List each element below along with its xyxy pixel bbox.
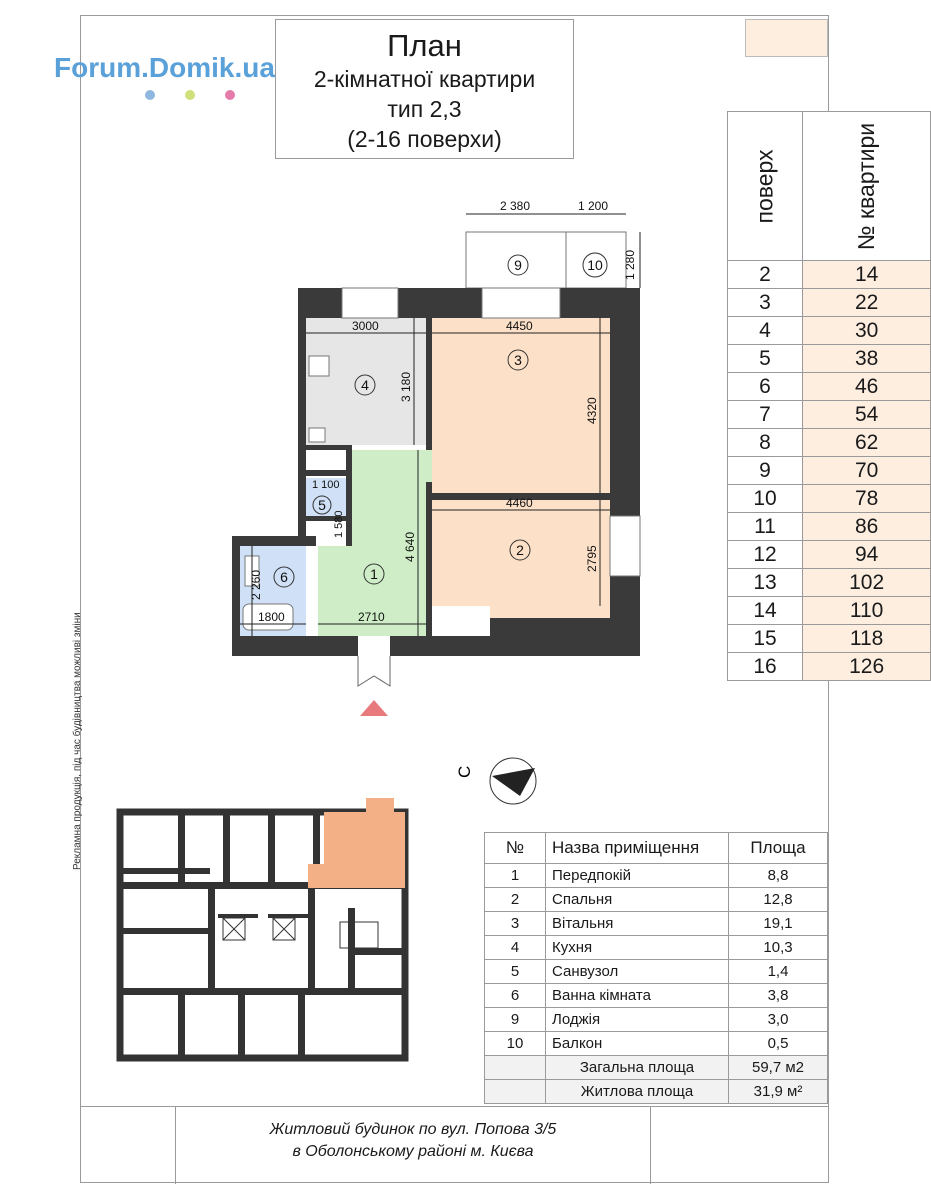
address-cell <box>175 1107 651 1184</box>
floor-number: 4 <box>728 317 803 345</box>
floor-number: 15 <box>728 625 803 653</box>
room-area: 12,8 <box>729 888 828 912</box>
room-label-3: 3 <box>514 352 522 368</box>
apartment-number: 110 <box>803 597 931 625</box>
floor-header: поверх <box>728 112 803 261</box>
table-row <box>485 888 828 912</box>
dim-living-depth: 4320 <box>585 397 599 424</box>
apartment-number: 118 <box>803 625 931 653</box>
floor-number: 8 <box>728 429 803 457</box>
room-label-1: 1 <box>370 566 378 582</box>
room-area-table <box>484 832 828 1104</box>
room-number: 9 <box>485 1008 546 1032</box>
table-row <box>485 984 828 1008</box>
total-area: 59,7 м2 <box>729 1056 828 1080</box>
compass-label: С <box>455 765 474 778</box>
disclaimer-note: Рекламна продукція, під час будівництва можливі зміни <box>72 612 83 870</box>
floor-number: 10 <box>728 485 803 513</box>
room-living <box>432 318 610 493</box>
room-area: 19,1 <box>729 912 828 936</box>
dim-living-width: 4450 <box>506 319 533 333</box>
entrance-arrow <box>360 700 388 716</box>
room-label-5: 5 <box>318 497 326 513</box>
room-area: 10,3 <box>729 936 828 960</box>
apartment-number: 22 <box>803 289 931 317</box>
apartment-header: № квартири <box>803 112 931 261</box>
dim-bedroom-width: 4460 <box>506 496 533 510</box>
col-name: Назва приміщення <box>546 833 729 864</box>
floor-number: 2 <box>728 261 803 289</box>
room-label-6: 6 <box>280 569 288 585</box>
table-header-row <box>485 833 828 864</box>
room-name: Передпокій <box>546 864 729 888</box>
room-area: 3,8 <box>729 984 828 1008</box>
dim-kitchen-depth: 3 180 <box>399 371 413 402</box>
room-name: Балкон <box>546 1032 729 1056</box>
room-label-2: 2 <box>516 542 524 558</box>
site-logo[interactable]: Forum.Domik.ua <box>54 52 275 83</box>
title-main: План <box>387 28 462 63</box>
dim-hall-width: 2710 <box>358 610 385 624</box>
apartment-number: 102 <box>803 569 931 597</box>
floor-number: 6 <box>728 373 803 401</box>
room-area: 0,5 <box>729 1032 828 1056</box>
building-key-plan <box>108 798 414 1082</box>
room-number: 4 <box>485 936 546 960</box>
room-name: Ванна кімната <box>546 984 729 1008</box>
room-number: 10 <box>485 1032 546 1056</box>
apartment-number: 14 <box>803 261 931 289</box>
table-row <box>485 912 828 936</box>
apartment-number: 30 <box>803 317 931 345</box>
floor-number: 14 <box>728 597 803 625</box>
address-block <box>80 1106 829 1184</box>
highlighted-apartment <box>324 812 405 888</box>
room-number: 6 <box>485 984 546 1008</box>
room-area: 1,4 <box>729 960 828 984</box>
room-name: Кухня <box>546 936 729 960</box>
dim-hall-depth: 4 640 <box>403 531 417 562</box>
col-area: Площа <box>729 833 828 864</box>
floor-number: 12 <box>728 541 803 569</box>
table-row <box>485 864 828 888</box>
room-name: Спальня <box>546 888 729 912</box>
room-name: Санвузол <box>546 960 729 984</box>
room-name: Лоджія <box>546 1008 729 1032</box>
dim-bath-depth: 2 260 <box>249 569 263 600</box>
total-empty-cell <box>485 1080 546 1104</box>
total-row <box>485 1056 828 1080</box>
dim-loggia-width: 2 380 <box>500 199 531 213</box>
apartment-number: 126 <box>803 653 931 681</box>
table-row <box>485 1032 828 1056</box>
col-number: № <box>485 833 546 864</box>
apartment-number: 46 <box>803 373 931 401</box>
total-row <box>485 1080 828 1104</box>
apartment-number: 78 <box>803 485 931 513</box>
floor-number: 9 <box>728 457 803 485</box>
address-line-2: в Оболонському районі м. Києва <box>292 1143 534 1160</box>
room-label-9: 9 <box>514 257 522 273</box>
dim-wc-width: 1 100 <box>312 479 340 491</box>
dim-kitchen-width: 3000 <box>352 319 379 333</box>
title-variant: тип 2,3 <box>387 96 462 122</box>
floor-number: 13 <box>728 569 803 597</box>
room-number: 1 <box>485 864 546 888</box>
dim-balcony-width: 1 200 <box>578 199 609 213</box>
floor-number: 16 <box>728 653 803 681</box>
dim-bath-width: 1800 <box>258 610 285 624</box>
table-row <box>485 1008 828 1032</box>
room-number: 5 <box>485 960 546 984</box>
dim-balcony-depth: 1 280 <box>623 249 637 280</box>
total-name: Загальна площа <box>546 1056 729 1080</box>
dim-wc-depth: 1 580 <box>333 510 345 538</box>
title-floors: (2-16 поверхи) <box>347 126 502 152</box>
apartment-number: 86 <box>803 513 931 541</box>
floor-number: 7 <box>728 401 803 429</box>
room-number: 3 <box>485 912 546 936</box>
total-empty-cell <box>485 1056 546 1080</box>
total-area: 31,9 м² <box>729 1080 828 1104</box>
room-label-10: 10 <box>587 257 603 273</box>
room-area: 8,8 <box>729 864 828 888</box>
address-line-1: Житловий будинок по вул. Попова 3/5 <box>269 1121 557 1138</box>
apartment-number: 38 <box>803 345 931 373</box>
apartment-number: 94 <box>803 541 931 569</box>
apartment-number: 62 <box>803 429 931 457</box>
title-type: 2-кімнатної квартири <box>313 66 536 92</box>
room-label-4: 4 <box>361 377 369 393</box>
floor-number: 11 <box>728 513 803 541</box>
apartment-number: 54 <box>803 401 931 429</box>
table-row <box>485 936 828 960</box>
total-name: Житлова площа <box>546 1080 729 1104</box>
room-area: 3,0 <box>729 1008 828 1032</box>
floor-number: 5 <box>728 345 803 373</box>
room-number: 2 <box>485 888 546 912</box>
room-name: Вітальня <box>546 912 729 936</box>
floor-number: 3 <box>728 289 803 317</box>
table-row <box>485 960 828 984</box>
dim-bedroom-depth: 2795 <box>585 545 599 572</box>
apartment-number: 70 <box>803 457 931 485</box>
